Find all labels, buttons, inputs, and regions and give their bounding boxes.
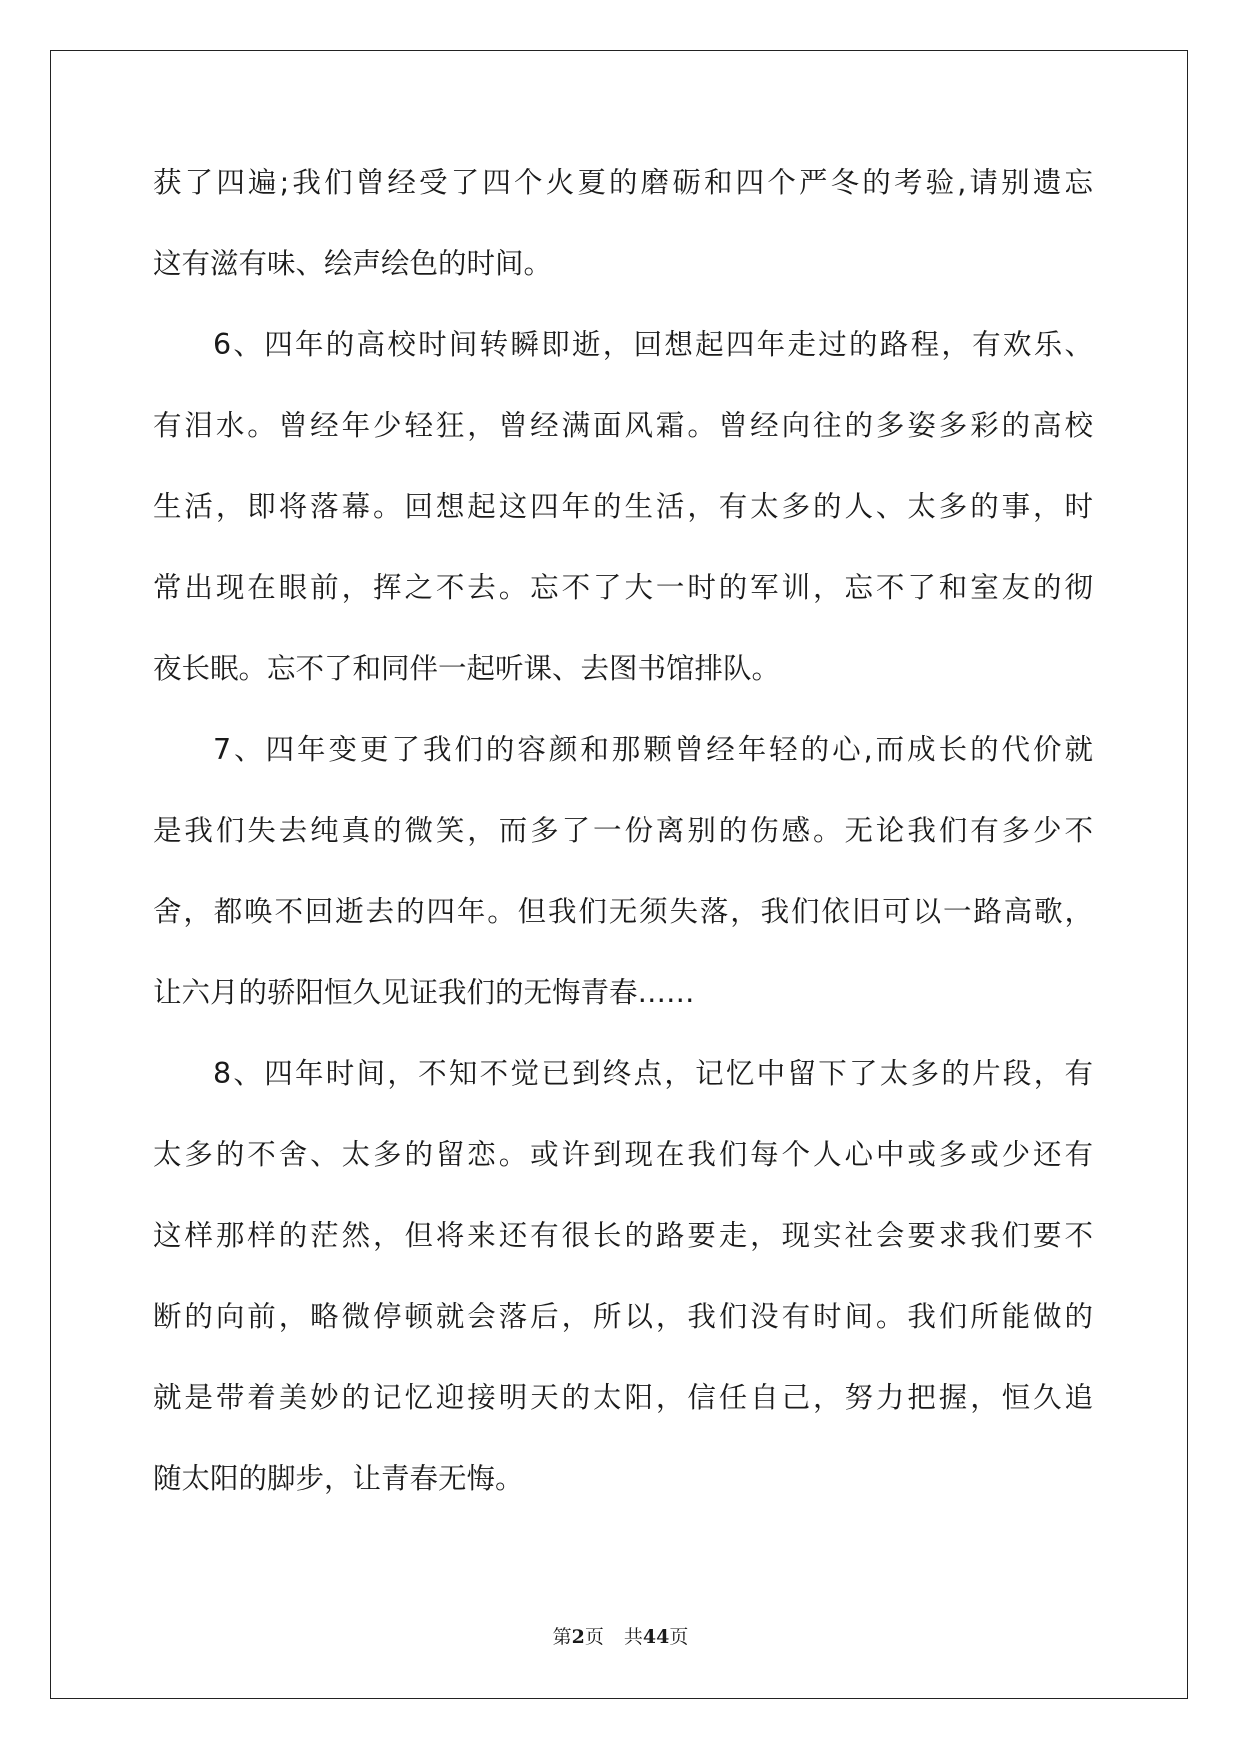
text-line: 是我们失去纯真的微笑，而多了一份离别的伤感。无论我们有多少不 bbox=[153, 814, 1093, 847]
text-line: 这有滋有味、绘声绘色的时间。 bbox=[153, 247, 553, 280]
text-line: 就是带着美妙的记忆迎接明天的太阳，信任自己，努力把握，恒久追 bbox=[153, 1381, 1093, 1414]
text-line: 生活，即将落幕。回想起这四年的生活，有太多的人、太多的事，时 bbox=[153, 490, 1093, 523]
text-line: 随太阳的脚步，让青春无悔。 bbox=[153, 1462, 524, 1495]
total-prefix: 共 bbox=[623, 1626, 643, 1648]
total-suffix: 页 bbox=[669, 1626, 689, 1648]
text-line: 7、四年变更了我们的容颜和那颗曾经年轻的心,而成长的代价就 bbox=[213, 733, 1093, 766]
page-number: 2 bbox=[571, 1626, 585, 1648]
text-line: 让六月的骄阳恒久见证我们的无悔青春…… bbox=[153, 976, 695, 1009]
text-line: 这样那样的茫然，但将来还有很长的路要走，现实社会要求我们要不 bbox=[153, 1219, 1093, 1252]
text-line: 常出现在眼前，挥之不去。忘不了大一时的军训，忘不了和室友的彻 bbox=[153, 571, 1093, 604]
text-line: 舍，都唤不回逝去的四年。但我们无须失落，我们依旧可以一路高歌， bbox=[153, 895, 1093, 928]
page-suffix: 页 bbox=[584, 1626, 604, 1648]
text-line: 太多的不舍、太多的留恋。或许到现在我们每个人心中或多或少还有 bbox=[153, 1138, 1093, 1171]
document-body bbox=[153, 166, 1093, 1543]
text-line: 断的向前，略微停顿就会落后，所以，我们没有时间。我们所能做的 bbox=[153, 1300, 1093, 1333]
text-line: 获了四遍;我们曾经受了四个火夏的磨砺和四个严冬的考验,请别遗忘 bbox=[153, 166, 1093, 199]
text-line: 有泪水。曾经年少轻狂，曾经满面风霜。曾经向往的多姿多彩的高校 bbox=[153, 409, 1093, 442]
page-prefix: 第 bbox=[552, 1626, 572, 1648]
total-pages: 44 bbox=[642, 1626, 670, 1648]
page-footer bbox=[0, 1622, 1241, 1649]
text-line: 8、四年时间，不知不觉已到终点，记忆中留下了太多的片段，有 bbox=[213, 1057, 1093, 1090]
text-line: 夜长眠。忘不了和同伴一起听课、去图书馆排队。 bbox=[153, 652, 781, 685]
text-line: 6、四年的高校时间转瞬即逝，回想起四年走过的路程，有欢乐、 bbox=[213, 328, 1093, 361]
